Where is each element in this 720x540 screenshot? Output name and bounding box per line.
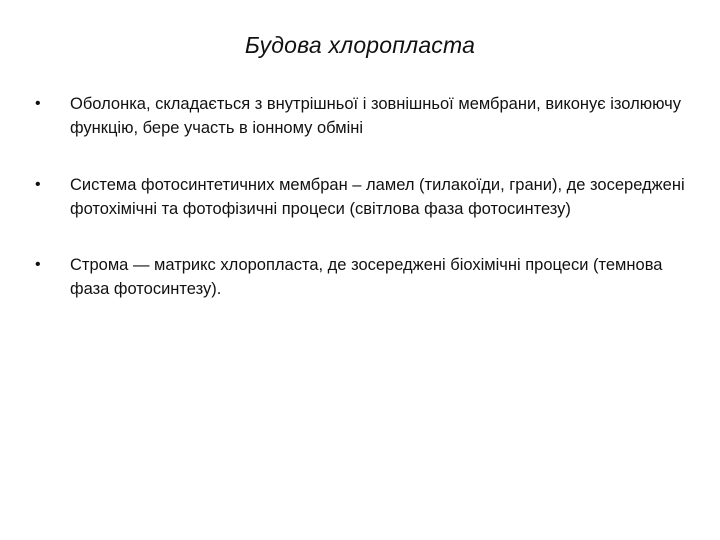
bullet-text <box>70 173 694 221</box>
bullet-item-stroma <box>34 253 694 301</box>
bullet-description: складається з внутрішньої і зовнішньої мембрани, виконує ізолюючу функцію, бере участь в іонному обміні <box>70 95 681 137</box>
bullet-point-icon: • <box>35 256 41 273</box>
bullet-separator: — <box>128 256 155 274</box>
bullet-text <box>70 253 694 301</box>
bullet-term: Строма <box>70 256 129 274</box>
bullet-description: ламел (тилакоїди, грани), де зосереджені фотохімічні та фотофізичні процеси (світлова фаза фотосинтезу) <box>70 176 685 218</box>
bullet-term: Оболонка <box>70 95 146 113</box>
bullet-item-membrane-system <box>34 173 694 221</box>
slide-title: Будова хлоропласта <box>244 32 476 58</box>
bullet-separator: – <box>347 176 367 194</box>
bullet-term: Система фотосинтетичних мембран <box>70 176 348 194</box>
bullet-separator: , <box>145 95 156 113</box>
bullet-description: матрикс хлоропласта, де зосереджені біохімічні процеси (темнова фаза фотосинтезу). <box>70 256 663 298</box>
bullet-item-obolonka <box>34 92 694 140</box>
bullet-list <box>34 92 694 334</box>
bullet-text <box>70 92 694 140</box>
bullet-point-icon: • <box>35 95 41 112</box>
bullet-point-icon: • <box>35 176 41 193</box>
